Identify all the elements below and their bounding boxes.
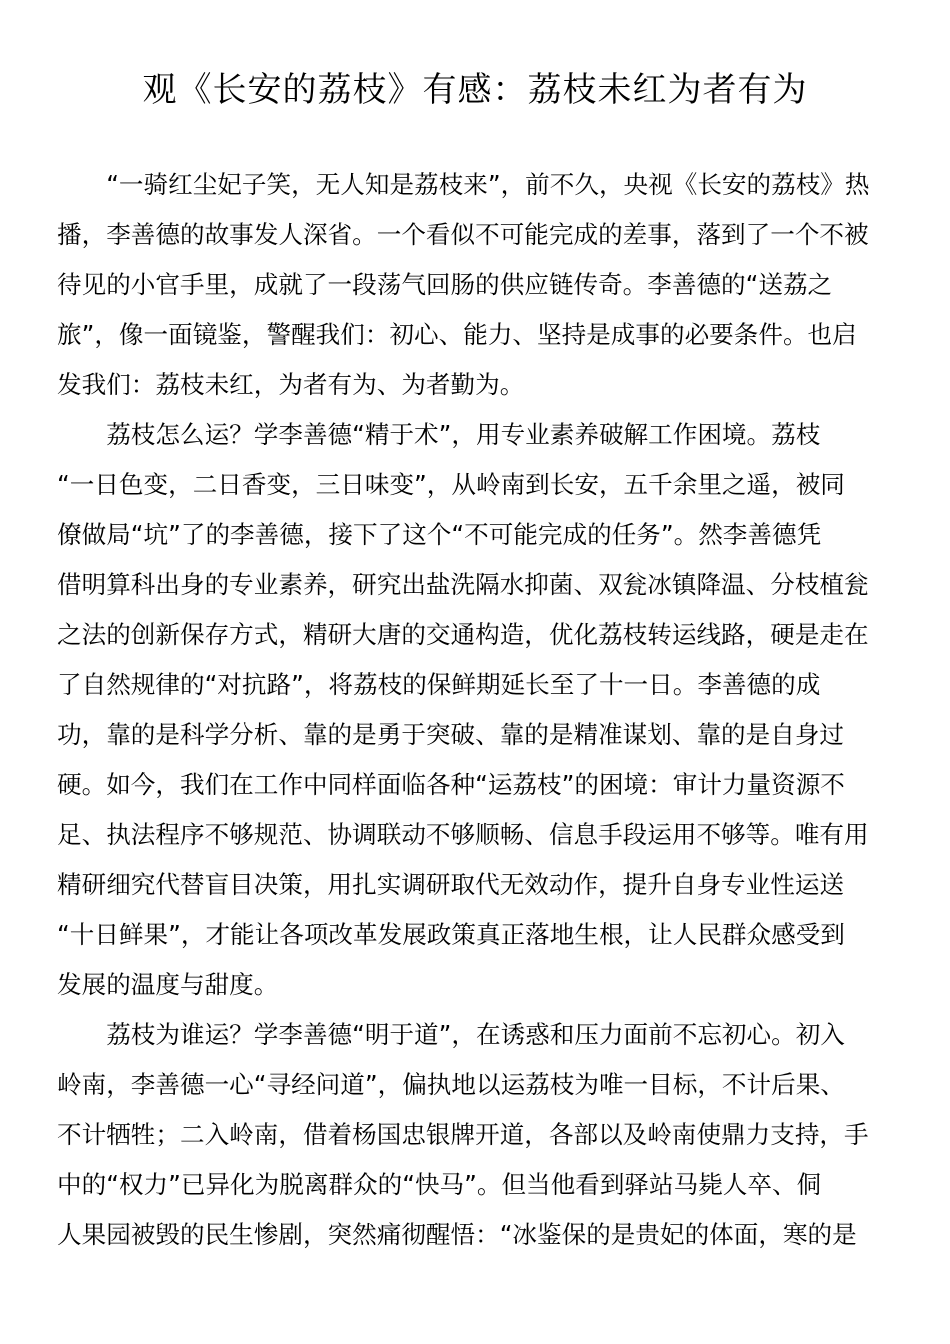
document-title: 观《长安的荔枝》有感：荔枝未红为者有为 [142, 70, 808, 110]
body-line: “一骑红尘妃子笑，无人知是荔枝来”，前不久，央视《长安的荔枝》热 [57, 170, 870, 199]
body-line: 发我们：荔枝未红，为者有为、为者勤为。 [57, 370, 525, 399]
body-line: 不计牺牲；二入岭南，借着杨国忠银牌开道，各部以及岭南使鼎力支持，手 [57, 1120, 869, 1149]
body-line: 中的“权力”已异化为脱离群众的“快马”。但当他看到驿站马毙人卒、侗 [57, 1170, 822, 1199]
body-line: 之法的创新保存方式，精研大唐的交通构造，优化荔枝转运线路，硬是走在 [57, 620, 869, 649]
body-line: 旅”，像一面镜鉴，警醒我们：初心、能力、坚持是成事的必要条件。也启 [57, 320, 857, 349]
body-line: 了自然规律的“对抗路”，将荔枝的保鲜期延长至了十一日。李善德的成 [57, 670, 821, 699]
body-line: 精研细究代替盲目决策，用扎实调研取代无效动作，提升自身专业性运送 [57, 870, 845, 899]
body-line: 僚做局“坑”了的李善德，接下了这个“不可能完成的任务”。然李善德凭 [57, 520, 822, 549]
body-line: 功，靠的是科学分析、靠的是勇于突破、靠的是精准谋划、靠的是自身过 [57, 720, 845, 749]
body-line: 荔枝为谁运？学李善德“明于道”，在诱惑和压力面前不忘初心。初入 [57, 1020, 845, 1049]
body-line: 待见的小官手里，成就了一段荡气回肠的供应链传奇。李善德的“送荔之 [57, 270, 833, 299]
body-line: “十日鲜果”，才能让各项改革发展政策真正落地生根，让人民群众感受到 [57, 920, 845, 949]
body-line: 硬。如今，我们在工作中同样面临各种“运荔枝”的困境：审计力量资源不 [57, 770, 845, 799]
body-line: “一日色变，二日香变，三日味变”，从岭南到长安，五千余里之遥，被同 [57, 470, 845, 499]
body-line: 播，李善德的故事发人深省。一个看似不可能完成的差事，落到了一个不被 [57, 220, 869, 249]
body-line: 足、执法程序不够规范、协调联动不够顺畅、信息手段运用不够等。唯有用 [57, 820, 869, 849]
body-line: 荔枝怎么运？学李善德“精于术”，用专业素养破解工作困境。荔枝 [57, 420, 821, 449]
body-line: 人果园被毁的民生惨剧，突然痛彻醒悟：“冰鉴保的是贵妃的体面，寒的是 [57, 1220, 857, 1249]
body-line: 发展的温度与甜度。 [57, 970, 279, 999]
body-line: 岭南，李善德一心“寻经问道”，偏执地以运荔枝为唯一目标，不计后果、 [57, 1070, 845, 1099]
body-line: 借明算科出身的专业素养，研究出盐洗隔水抑菌、双瓮冰镇降温、分枝植瓮 [57, 570, 869, 599]
